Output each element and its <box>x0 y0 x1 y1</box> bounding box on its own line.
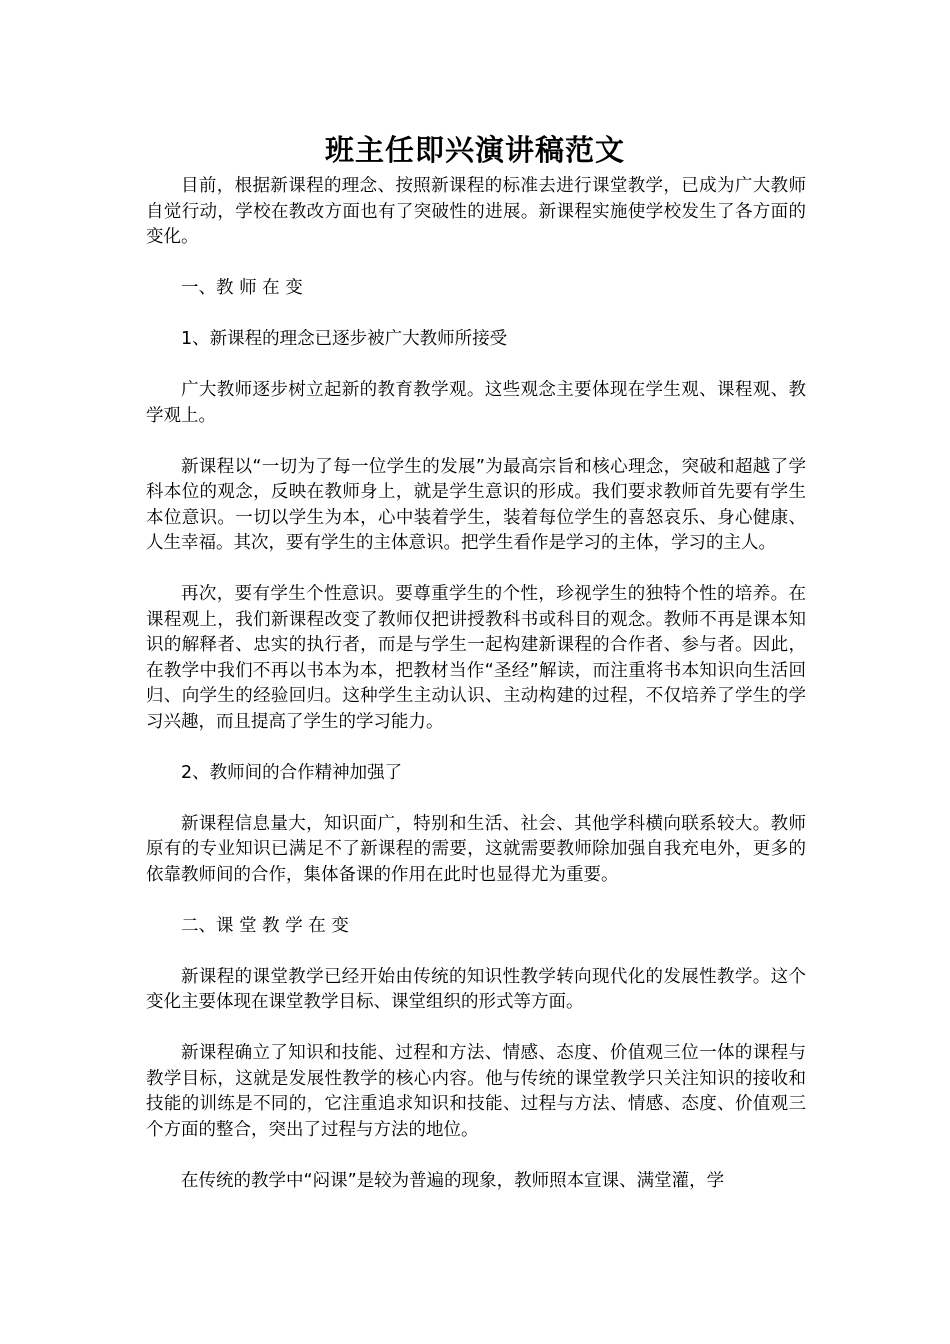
subsection-heading-1: 1、新课程的理念已逐步被广大教师所接受 <box>181 329 508 349</box>
subsection-heading-2: 2、教师间的合作精神加强了 <box>181 762 403 783</box>
body-paragraph: 新课程确立了知识和技能、过程和方法、情感、态度、价值观三位一体的课程与教学目标，这就是发展性教学的核心内容。他与传统的课堂教学只关注知识的接收和技能的训练是不同的，它注重追求知识和技能、过程与方法、情感、态度、价值观三个方面的整合，突出了过程与方法的地位。 <box>146 1043 806 1140</box>
body-paragraph: 新课程信息量大，知识面广，特别和生活、社会、其他学科横向联系较大。教师原有的专业知识已满足不了新课程的需要，这就需要教师除加强自我充电外，更多的依靠教师间的合作，集体备课的作用在此时也显得尤为重要。 <box>146 813 806 885</box>
section-heading-teachers-changing: 一、教 师 在 变 <box>181 278 303 298</box>
document-body <box>146 174 806 1220</box>
section-heading-classroom-changing: 二、课 堂 教 学 在 变 <box>181 915 349 936</box>
body-paragraph: 新课程的课堂教学已经开始由传统的知识性教学转向现代化的发展性教学。这个变化主要体现在课堂教学目标、课堂组织的形式等方面。 <box>146 966 806 1012</box>
body-paragraph: 再次，要有学生个性意识。要尊重学生的个性，珍视学生的独特个性的培养。在课程观上，我们新课程改变了教师仅把讲授教科书或科目的观念。教师不再是课本知识的解释者、忠实的执行者，而是与学生一起构建新课程的合作者、参与者。因此，在教学中我们不再以书本为本，把教材当作“圣经”解读，而注重将书本知识向生活回归、向学生的经验回归。这种学生主动认识、主动构建的过程，不仅培养了学生的学习兴趣，而且提高了学生的学习能力。 <box>146 584 806 732</box>
body-paragraph-truncated: 在传统的教学中“闷课”是较为普遍的现象，教师照本宣课、满堂灌，学 <box>181 1170 725 1191</box>
body-paragraph: 广大教师逐步树立起新的教育教学观。这些观念主要体现在学生观、课程观、教学观上。 <box>146 380 806 426</box>
body-paragraph: 新课程以“一切为了每一位学生的发展”为最高宗旨和核心理念，突破和超越了学科本位的观念，反映在教师身上，就是学生意识的形成。我们要求教师首先要有学生本位意识。一切以学生为本，心中装着学生，装着每位学生的喜怒哀乐、身心健康、人生幸福。其次，要有学生的主体意识。把学生看作是学习的主体，学习的主人。 <box>146 456 806 553</box>
document-title: 班主任即兴演讲稿范文 <box>324 133 625 167</box>
intro-paragraph: 目前，根据新课程的理念、按照新课程的标准去进行课堂教学，已成为广大教师自觉行动，学校在教改方面也有了突破性的进展。新课程实施使学校发生了各方面的变化。 <box>146 176 806 247</box>
